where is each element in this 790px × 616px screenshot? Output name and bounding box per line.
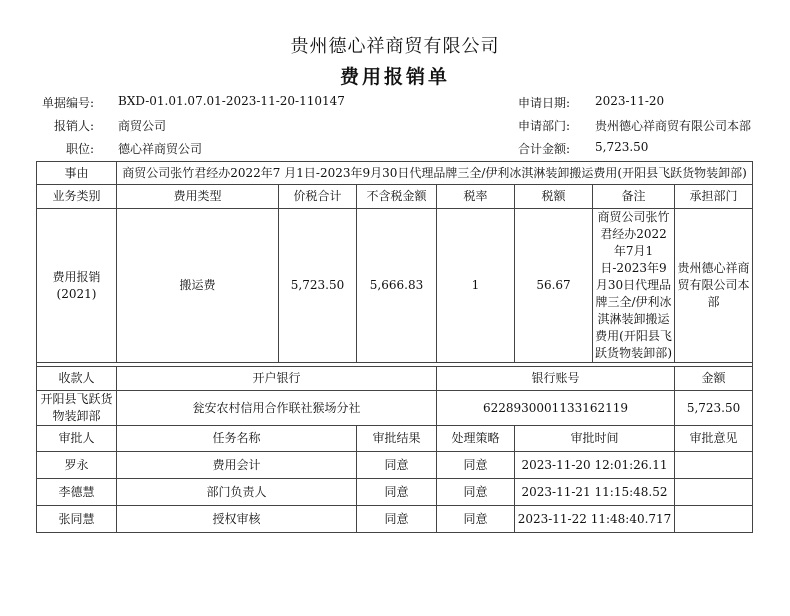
position-value: 德心祥商贸公司 [118,142,203,156]
header-payee: 收款人 [37,367,117,391]
approver: 李德慧 [37,479,117,506]
approval-opinion [675,479,753,506]
expense-header-row [37,185,753,209]
header-opinion: 审批意见 [675,426,753,452]
doc-no-label: 单据编号: [41,96,94,110]
total-value: 5,723.50 [595,140,649,154]
date-label: 申请日期: [517,96,570,110]
header-tax-rate: 税率 [437,185,515,209]
header-tax: 税额 [515,185,593,209]
header-type: 费用类型 [117,185,279,209]
header-account: 银行账号 [437,367,675,391]
payee-bank: 瓮安农村信用合作联社猴场分社 [117,391,437,426]
matter-text: 商贸公司张竹君经办2022年7 月1日-2023年9月30日代理品牌三全/伊利冰淇淋装卸搬运费用(开阳县飞跃货物装卸部) [117,162,753,185]
header-total-with-tax: 价税合计 [279,185,357,209]
expense-amount-ex-tax: 5,666.83 [357,209,437,363]
expense-category: 费用报销(2021) [37,209,117,363]
approval-time: 2023-11-20 12:01:26.11 [515,452,675,479]
approval-result: 同意 [357,452,437,479]
approval-opinion [675,452,753,479]
header-amount-ex-tax: 不含税金额 [357,185,437,209]
reimburser-value: 商贸公司 [118,119,167,133]
approval-result: 同意 [357,506,437,533]
header-remark: 备注 [593,185,675,209]
header-time: 审批时间 [515,426,675,452]
payee-name: 开阳县飞跃货物装卸部 [37,391,117,426]
date-value: 2023-11-20 [595,94,665,108]
approver: 张同慧 [37,506,117,533]
payee-account: 6228930001133162119 [437,391,675,426]
approval-time: 2023-11-22 11:48:40.717 [515,506,675,533]
expense-tax: 56.67 [515,209,593,363]
reimburser-label: 报销人: [53,119,94,133]
header-dept: 承担部门 [675,185,753,209]
approval-row [37,479,753,506]
doc-no-value: BXD-01.01.07.01-2023-11-20-110147 [118,94,345,108]
document-title: 费用报销单 [339,66,450,88]
approval-row [37,452,753,479]
header-task: 任务名称 [117,426,357,452]
approval-strategy: 同意 [437,479,515,506]
header-amount: 金额 [675,367,753,391]
payee-header-row [37,367,753,391]
header-category: 业务类别 [37,185,117,209]
approval-strategy: 同意 [437,452,515,479]
approval-header-row [37,426,753,452]
approval-strategy: 同意 [437,506,515,533]
dept-label: 申请部门: [517,119,570,133]
task-name: 授权审核 [117,506,357,533]
header-result: 审批结果 [357,426,437,452]
expense-row [37,209,753,363]
expense-type: 搬运费 [117,209,279,363]
position-label: 职位: [65,142,94,156]
matter-label: 事由 [37,162,117,185]
header-bank: 开户银行 [117,367,437,391]
payee-row [37,391,753,426]
approver: 罗永 [37,452,117,479]
expense-dept: 贵州德心祥商贸有限公司本部 [675,209,753,363]
approval-row [37,506,753,533]
expense-remark: 商贸公司张竹君经办2022年7月1日-2023年9月30日代理品牌三全/伊利冰淇淋装卸搬运费用(开阳县飞跃货物装卸部) [593,209,675,363]
total-label: 合计金额: [517,142,570,156]
approval-opinion [675,506,753,533]
expense-tax-rate: 1 [437,209,515,363]
task-name: 部门负责人 [117,479,357,506]
matter-row [37,162,753,185]
company-name: 贵州德心祥商贸有限公司 [290,36,500,57]
approval-time: 2023-11-21 11:15:48.52 [515,479,675,506]
header-approver: 审批人 [37,426,117,452]
task-name: 费用会计 [117,452,357,479]
expense-total-with-tax: 5,723.50 [279,209,357,363]
reimbursement-table [36,161,753,533]
header-strategy: 处理策略 [437,426,515,452]
payee-amount: 5,723.50 [675,391,753,426]
dept-value: 贵州德心祥商贸有限公司本部 [595,119,752,133]
approval-result: 同意 [357,479,437,506]
